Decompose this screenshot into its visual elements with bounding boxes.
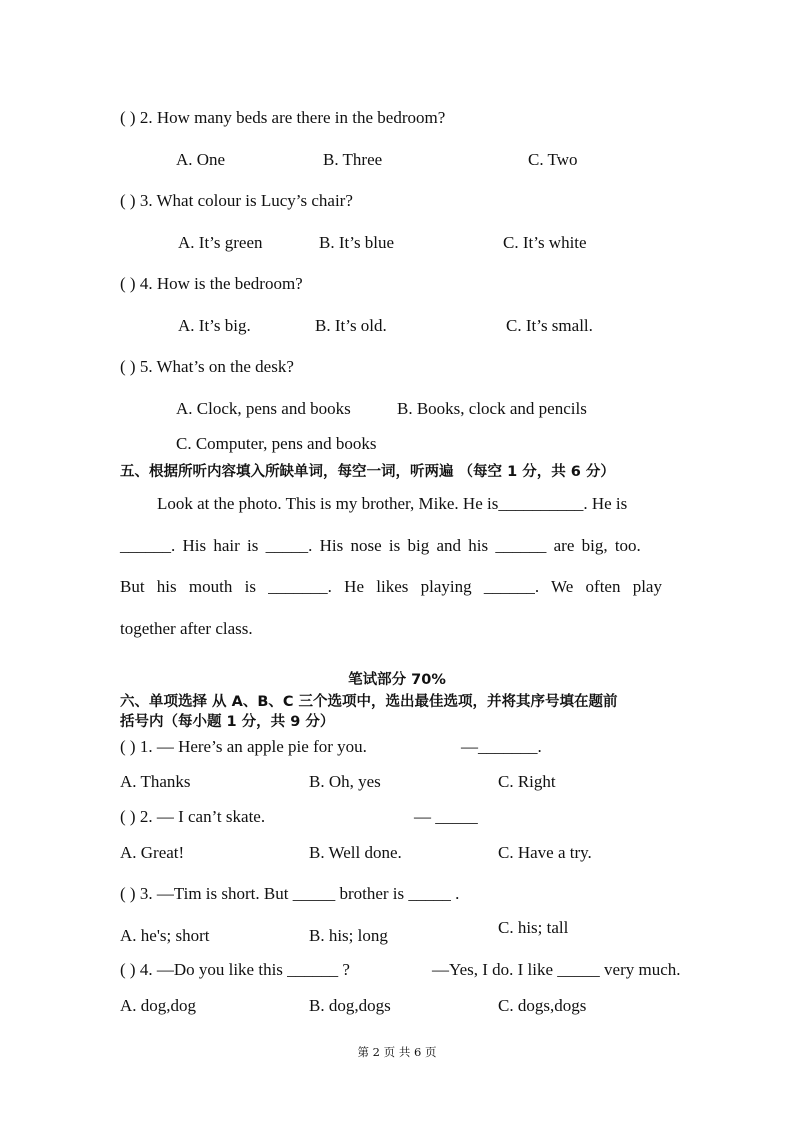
mc-question-4-option-a: A. dog,dog: [120, 996, 197, 1015]
passage-line-1: Look at the photo. This is my brother, Mike. He is__________. He is: [157, 494, 628, 513]
section-5-heading: 五、根据所听内容填入所缺单词，每空一词，听两遍 （每空 1 分，共 6 分）: [120, 464, 615, 480]
page-footer: 第 2 页 共 6 页: [357, 1045, 437, 1059]
question-2-option-a: A. One: [176, 150, 226, 169]
question-2-option-c: C. Two: [528, 150, 578, 169]
mc-question-4-reply: —Yes, I do. I like _____ very much.: [432, 960, 681, 979]
mc-question-4-option-b: B. dog,dogs: [309, 996, 391, 1015]
mc-question-2-option-a: A. Great!: [120, 843, 185, 862]
mc-question-1-stem: ( ) 1. — Here’s an apple pie for you.: [120, 737, 367, 756]
mc-question-1-option-a: A. Thanks: [120, 772, 191, 791]
question-4-stem: ( ) 4. How is the bedroom?: [120, 274, 303, 293]
mc-question-3-option-c: C. his; tall: [498, 918, 569, 937]
mc-question-1-option-b: B. Oh, yes: [309, 772, 381, 791]
question-2-option-b: B. Three: [323, 150, 383, 169]
question-4-option-a: A. It’s big.: [178, 316, 251, 335]
mc-question-3-stem: ( ) 3. —Tim is short. But _____ brother is _____ .: [120, 884, 460, 903]
mc-question-1-reply: —_______.: [461, 737, 542, 756]
passage-line-2: ______. His hair is _____. His nose is big and his ______ are big, too.: [120, 536, 641, 555]
question-4-option-c: C. It’s small.: [506, 316, 593, 335]
passage-line-3: But his mouth is _______. He likes playing ______. We often play: [120, 577, 662, 596]
mc-question-3-option-b: B. his; long: [309, 926, 388, 945]
question-5-option-a: A. Clock, pens and books: [176, 399, 351, 418]
question-3-stem: ( ) 3. What colour is Lucy’s chair?: [120, 191, 353, 210]
mc-question-2-option-c: C. Have a try.: [498, 843, 592, 862]
question-4-option-b: B. It’s old.: [315, 316, 387, 335]
passage-line-4: together after class.: [120, 619, 253, 638]
question-2-stem: ( ) 2. How many beds are there in the bedroom?: [120, 108, 446, 127]
written-part-title: 笔试部分 70%: [348, 672, 446, 688]
question-5-option-b: B. Books, clock and pencils: [397, 399, 587, 418]
question-3-option-b: B. It’s blue: [319, 233, 395, 252]
mc-question-4-option-c: C. dogs,dogs: [498, 996, 587, 1015]
mc-question-2-option-b: B. Well done.: [309, 843, 402, 862]
question-3-option-a: A. It’s green: [178, 233, 263, 252]
section-6-heading-line-2: 括号内（每小题 1 分，共 9 分）: [120, 714, 335, 730]
mc-question-2-stem: ( ) 2. — I can’t skate.: [120, 807, 266, 826]
question-5-stem: ( ) 5. What’s on the desk?: [120, 357, 294, 376]
mc-question-4-stem: ( ) 4. —Do you like this ______ ?: [120, 960, 350, 979]
question-5-option-c: C. Computer, pens and books: [176, 434, 377, 453]
mc-question-2-reply: — _____: [414, 807, 478, 826]
question-3-option-c: C. It’s white: [503, 233, 587, 252]
section-6-heading-line-1: 六、单项选择 从 A、B、C 三个选项中，选出最佳选项，并将其序号填在题前: [120, 694, 618, 710]
mc-question-1-option-c: C. Right: [498, 772, 556, 791]
mc-question-3-option-a: A. he's; short: [120, 926, 210, 945]
